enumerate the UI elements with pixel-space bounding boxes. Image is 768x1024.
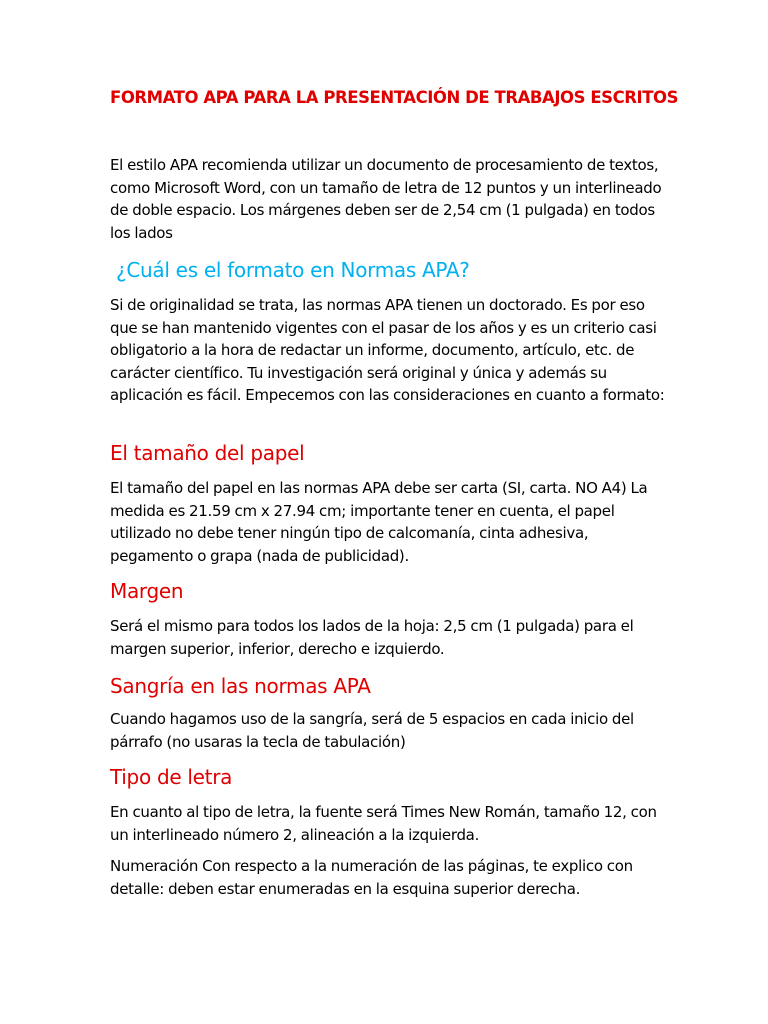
section-body-sangria: Cuando hagamos uso de la sangría, será de 5 espacios en cada inicio del párrafo (no usaras la tecla de tabulación) — [110, 710, 634, 751]
section-body-numeracion: Numeración Con respecto a la numeración de las páginas, te explico con detalle: deben estar enumeradas en la esquina superior derecha. — [110, 857, 633, 898]
section-body-tipo-letra: En cuanto al tipo de letra, la fuente será Times New Román, tamaño 12, con un interlineado número 2, alineación a la izquierda. — [110, 803, 657, 844]
section-heading-sangria: Sangría en las normas APA — [110, 674, 371, 698]
section-body-formato-apa: Si de originalidad se trata, las normas APA tienen un doctorado. Es por eso que se han mantenido vigentes con el pasar de los años y es un criterio casi obligatorio a la hora de redactar un informe, documento, artículo, etc. de carácter científico. Tu investigación será original y única y además su aplicación es fácil. Empecemos con las consideraciones en cuanto a formato: — [110, 296, 665, 404]
section-body-margen: Será el mismo para todos los lados de la hoja: 2,5 cm (1 pulgada) para el margen superior, inferior, derecho e izquierdo. — [110, 617, 634, 658]
document-title: FORMATO APA PARA LA PRESENTACIÓN DE TRABAJOS ESCRITOS — [110, 88, 679, 107]
section-body-tamano-papel: El tamaño del papel en las normas APA debe ser carta (SI, carta. NO A4) La medida es 21.59 cm x 27.94 cm; importante tener en cuenta, el papel utilizado no debe tener ningún tipo de calcomanía, cinta adhesiva, pegamento o grapa (nada de publicidad). — [110, 479, 648, 565]
section-heading-margen: Margen — [110, 579, 184, 603]
section-heading-tipo-letra: Tipo de letra — [110, 765, 233, 789]
section-heading-tamano-papel: El tamaño del papel — [110, 441, 305, 465]
intro-paragraph: El estilo APA recomienda utilizar un documento de procesamiento de textos, como Microsoft Word, con un tamaño de letra de 12 puntos y un interlineado de doble espacio. Los márgenes deben ser de 2,54 cm (1 pulgada) en todos los lados — [110, 156, 662, 242]
section-heading-formato-apa: ¿Cuál es el formato en Normas APA? — [110, 258, 470, 282]
